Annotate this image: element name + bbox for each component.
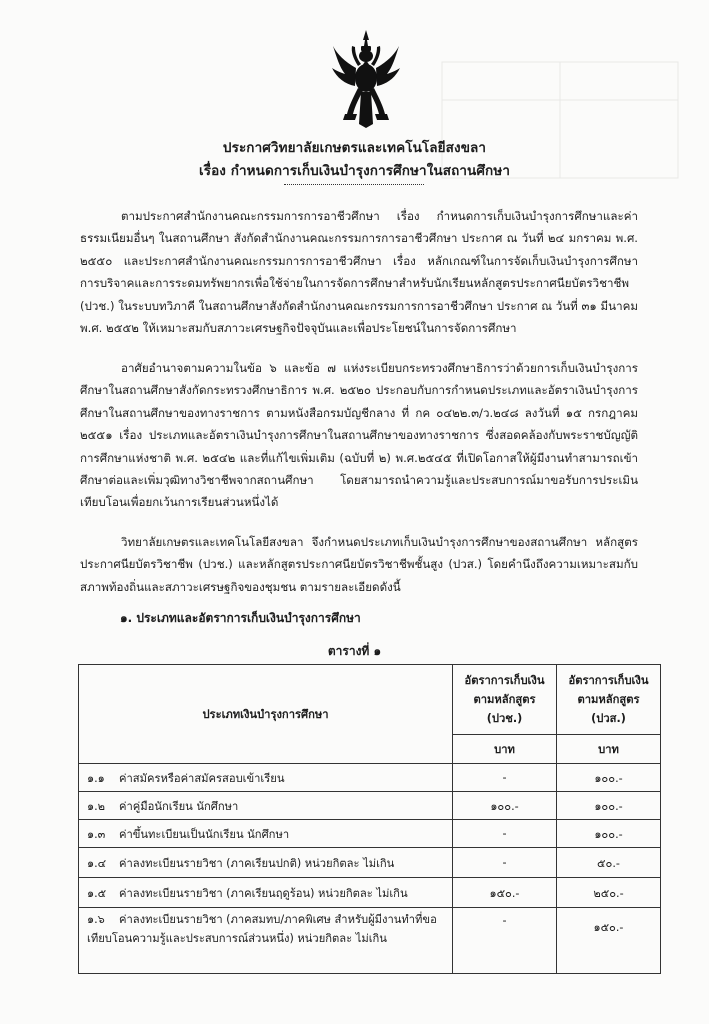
unit-hvc: บาท	[556, 735, 660, 764]
row-text: ค่าลงทะเบียนรายวิชา (ภาคเรียนฤดูร้อน) หน่วยกิตละ ไม่เกิน	[119, 886, 408, 900]
table-row	[79, 908, 661, 974]
table-row	[79, 764, 661, 792]
cell-hvc: ๑๕๐.-	[556, 908, 660, 974]
paragraph-declaration: วิทยาลัยเกษตรและเทคโนโลยีสงขลา จึงกำหนดประเภทเก็บเงินบำรุงการศึกษาของสถานศึกษา หลักสูตรประกาศนียบัตรวิชาชีพ (ปวช.) และหลักสูตรประกาศนียบัตรวิชาชีพชั้นสูง (ปวส.) โดยคำนึงถึงความเหมาะสมกับสภาพท้องถิ่นและสภาวะเศรษฐกิจของชุมชน ตามรายละเอียดดังนี้	[80, 535, 638, 594]
cell-pvc: -	[453, 848, 557, 878]
table-row	[79, 848, 661, 878]
column-header-pvc: อัตราการเก็บเงินตามหลักสูตร (ปวช.)	[453, 665, 557, 735]
row-label	[79, 908, 453, 974]
cell-pvc: -	[453, 908, 557, 974]
cell-hvc: ๕๐.-	[556, 848, 660, 878]
row-number: ๑.๓	[87, 827, 106, 841]
unit-pvc: บาท	[453, 735, 557, 764]
title-divider	[284, 184, 424, 185]
row-label	[79, 848, 453, 878]
garuda-emblem-icon	[331, 28, 401, 128]
cell-hvc: ๑๐๐.-	[556, 792, 660, 820]
row-number: ๑.๖	[87, 913, 105, 926]
row-label	[79, 878, 453, 908]
table-row	[79, 820, 661, 848]
row-label	[79, 792, 453, 820]
table-row	[79, 878, 661, 908]
column-header-hvc: อัตราการเก็บเงินตามหลักสูตร (ปวส.)	[556, 665, 660, 735]
paragraph-preamble: ตามประกาศสำนักงานคณะกรรมการการอาชีวศึกษา เรื่อง กำหนดการเก็บเงินบำรุงการศึกษาและค่าธรรมเนียมอื่นๆ ในสถานศึกษา สังกัดสำนักงานคณะกรรมการการอาชีวศึกษา ประกาศ ณ วันที่ ๒๔ มกราคม พ.ศ. ๒๕๕๐ และประกาศสำนักงานคณะกรรมการการอาชีวศึกษา เรื่อง หลักเกณฑ์ในการจัดเก็บเงินบำรุงการศึกษา การบริจาคและการระดมทรัพยากรเพื่อใช้จ่ายในการจัดการศึกษาสำหรับนักเรียนหลักสูตรประกาศนียบัตรวิชาชีพ (ปวช.) ในระบบทวิภาคี ในสถานศึกษาสังกัดสำนักงานคณะกรรมการการอาชีวศึกษา ประกาศ ณ วันที่ ๓๑ มีนาคม พ.ศ. ๒๕๕๒ ให้เหมาะสมกับสภาวะเศรษฐกิจปัจจุบันและเพื่อประโยชน์ในการจัดการศึกษา	[80, 209, 638, 336]
row-label	[79, 820, 453, 848]
section-heading: ๑. ประเภทและอัตราการเก็บเงินบำรุงการศึกษา	[120, 611, 361, 625]
paragraph-authority: อาศัยอำนาจตามความในข้อ ๖ และข้อ ๗ แห่งระเบียบกระทรวงศึกษาธิการว่าด้วยการเก็บเงินบำรุงการศึกษาในสถานศึกษาสังกัดกระทรวงศึกษาธิการ พ.ศ. ๒๕๒๐ ประกอบกับการกำหนดประเภทและอัตราเงินบำรุงการศึกษาในสถานศึกษาของทางราชการ ตามหนังสือกรมบัญชีกลาง ที่ กค ๐๔๒๒.๓/ว.๒๔๘ ลงวันที่ ๑๕ กรกฎาคม ๒๕๕๑ เรื่อง ประเภทและอัตราเงินบำรุงการศึกษาในสถานศึกษาของทางราชการ ซึ่งสอดคล้องกับพระราชบัญญัติการศึกษาแห่งชาติ พ.ศ. ๒๕๔๒ และที่แก้ไขเพิ่มเติม (ฉบับที่ ๒) พ.ศ.๒๕๔๕ ที่เปิดโอกาสให้ผู้มีงานทำสามารถเข้าศึกษาต่อและเพิ่มวุฒิทางวิชาชีพจากสถานศึกษา โดยสามารถนำความรู้และประสบการณ์มาขอรับการประเมินเทียบโอนเพื่อยกเว้นการเรียนส่วนหนึ่งได้	[80, 361, 638, 510]
row-label	[79, 764, 453, 792]
announcement-subject: เรื่อง กำหนดการเก็บเงินบำรุงการศึกษาในสถานศึกษา	[199, 163, 510, 179]
cell-pvc: -	[453, 820, 557, 848]
column-header-fee-type: ประเภทเงินบำรุงการศึกษา	[79, 665, 453, 764]
cell-hvc: ๒๕๐.-	[556, 878, 660, 908]
cell-hvc: ๑๐๐.-	[556, 764, 660, 792]
cell-pvc: ๑๕๐.-	[453, 878, 557, 908]
row-text: ค่าคู่มือนักเรียน นักศึกษา	[119, 799, 239, 813]
cell-hvc: ๑๐๐.-	[556, 820, 660, 848]
row-number: ๑.๒	[87, 799, 106, 813]
row-number: ๑.๔	[87, 856, 107, 870]
cell-pvc: -	[453, 764, 557, 792]
row-text: ค่าลงทะเบียนรายวิชา (ภาคสมทบ/ภาคพิเศษ สำหรับผู้มีงานทำที่ขอเทียบโอนความรู้และประสบการณ์ส่วนหนึ่ง) หน่วยกิตละ ไม่เกิน	[87, 913, 437, 945]
row-text: ค่าสมัครหรือค่าสมัครสอบเข้าเรียน	[119, 771, 285, 785]
row-text: ค่าขึ้นทะเบียนเป็นนักเรียน นักศึกษา	[119, 827, 290, 841]
row-number: ๑.๑	[87, 771, 105, 785]
row-text: ค่าลงทะเบียนรายวิชา (ภาคเรียนปกติ) หน่วยกิตละ ไม่เกิน	[119, 856, 395, 870]
announcement-title: ประกาศวิทยาลัยเกษตรและเทคโนโลยีสงขลา	[222, 140, 487, 156]
row-number: ๑.๕	[87, 886, 107, 900]
cell-pvc: ๑๐๐.-	[453, 792, 557, 820]
fee-rate-table	[78, 664, 661, 974]
table-row	[79, 792, 661, 820]
table-caption: ตารางที่ ๑	[327, 644, 382, 658]
